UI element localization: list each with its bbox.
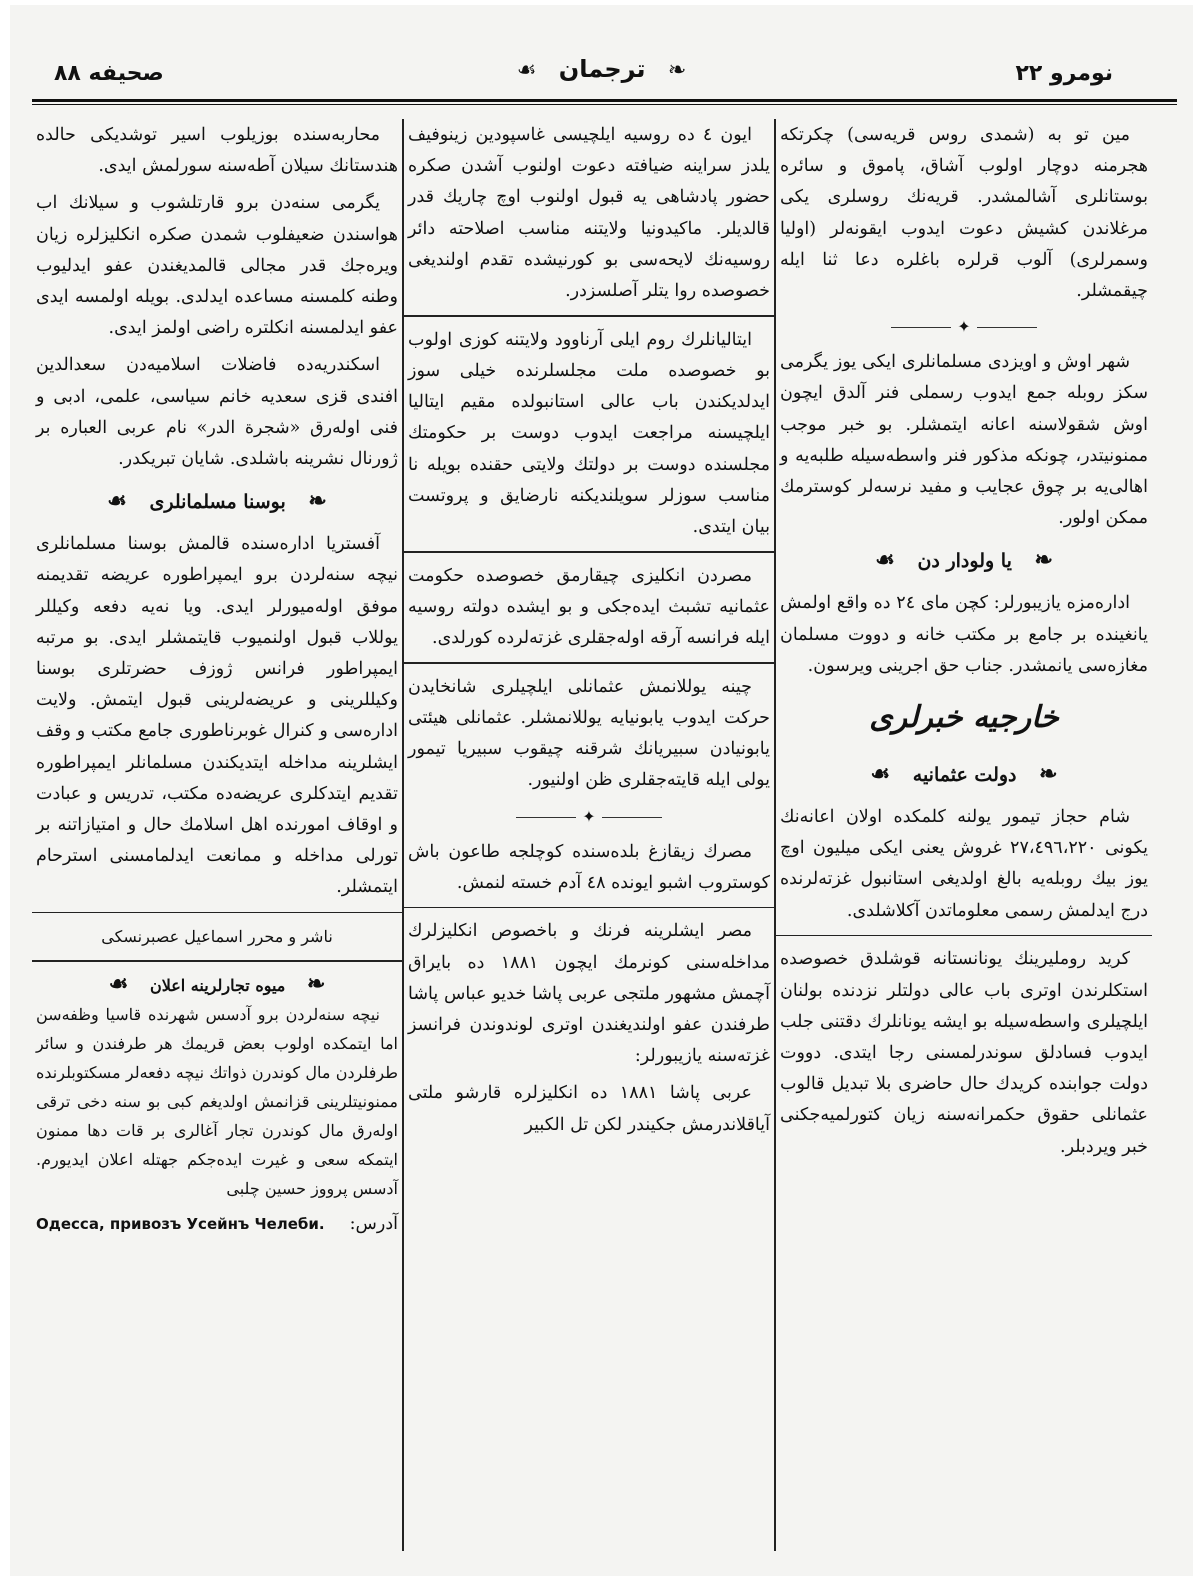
section-heading: ❧ ميوه تجارلرينه اعلان ☙ (108, 970, 326, 997)
article-paragraph: مصرك زيقازغ بلده‌سنده كوچلجه طاعون باش كوستروب اشبو ايونده ٤٨ آدم خسته لنمش. (408, 841, 770, 893)
foreign-news-heading: خارجيه خبرلرى (869, 700, 1059, 736)
article-paragraph: مصردن انكليزى چيقارمق خصوصده حكومت عثمانيه تشبث ايده‌جكى و بو ايشده دولته روسيه ايله فرانسه آرقه اوله‌جقلرى غزته‌لرده كورلدى. (408, 565, 770, 649)
right-column (780, 120, 1148, 1556)
ornament-icon: ☙ (875, 547, 895, 574)
article-divider (404, 662, 774, 664)
ornament-icon: ☙ (107, 488, 127, 515)
ornament-icon: ☙ (870, 761, 891, 788)
ornament-icon: ❧ (1039, 761, 1058, 788)
article-paragraph: عربى پاشا ١٨٨١ ده انكليزلره قارشو ملتى آياقلاندرمش جكيندر لكن تل الكبير (408, 1083, 770, 1135)
page-number: صحيفه ٨٨ (54, 61, 164, 86)
ornament-icon: ☙ (516, 58, 537, 83)
publisher-line: ناشر و محرر اسماعيل عصبرنسكى (101, 927, 333, 947)
header-rule (32, 99, 1177, 102)
issue-number: نومرو ٢٢ (1015, 61, 1113, 86)
article-paragraph: شام حجاز تيمور يولنه كلمكده اولان اعانه‌نك يكونى ٢٧،٤٩٦،٢٢٠ غروش يعنى ايكى ميليون اوچ يوز بيك روبله‌يه بالغ اولديغى استانبول غزته‌لرنده درج ايدلمش رسمى معلوماتدن آكلاشلدى. (780, 807, 1148, 921)
newspaper-page (10, 5, 1193, 1576)
article-paragraph: كريد رومليرينك يونانستانه قوشلدق خصوصده استكلرندن اوترى باب عالى دولتلر نزدنده بولنان ايلچيلرى واسطه‌سيله بو ايشه يونانلرك دقتنى جلب ايدوب فسادلق سوندرلمسنى رجا ايتدى. دووت دولت جوابنده كريدك حال حاضرى بلا تبديل قالوب عثمانلى حقوق حكمرانه‌سنه زيان كتورلميه‌جكنى خبر ويردبلر. (780, 949, 1148, 1157)
diamond-icon: ✦ (582, 806, 596, 826)
article-paragraph: محاربه‌سنده بوزيلوب اسير توشديكى حالده هندستانك سيلان آطه‌سنه سورلمش ايدى. (36, 125, 398, 177)
section-heading: ❧ دولت عثمانيه ☙ (780, 756, 1148, 792)
article-divider (776, 935, 1152, 937)
article-paragraph: اداره‌مزه يازيبورلر: كچن ماى ٢٤ ده واقع اولمش يانغينده بر جامع بر مكتب خانه و دووت مسلمان مغازه‌سى يانمشدر. جناب حق اجرينى ويرسون. (780, 593, 1148, 676)
newspaper-title-block (20, 55, 1183, 83)
article-paragraph: مصر ايشلرينه فرنك و باخصوص انكليزلرك مداخله‌سنى كونرمك ايچون ١٨٨١ ده بايراق آچمش مشهور ملتجى عربى پاشا خديو عباس پاشا طرفندن عفو اولنديغندن اوترى لوندوندن فرانسز غزته‌سنه يازيبورلر: (408, 921, 771, 1067)
article-divider (404, 551, 774, 553)
article-divider (32, 912, 402, 914)
header-rule-thin (32, 104, 1177, 105)
address-cyrillic: Одесса, привозъ Усейнъ Челеби. (36, 1214, 325, 1233)
section-separator (780, 313, 1148, 341)
section-heading: ❧ يا ولودار دن ☙ (780, 542, 1148, 578)
ornament-icon: ❧ (667, 58, 687, 83)
column-divider (774, 119, 776, 1551)
article-divider (32, 960, 402, 962)
article-paragraph: چينه يوللانمش عثمانلى ايلچيلرى شانخايدن حركت ايدوب يابونيايه يوللانمشلر. عثمانلى هيئتى يابونيادن سبيريانك شرقنه چيقوب سبيريا تيمور يولى ايله قايته‌جقلرى ظن اولنيور. (408, 676, 770, 791)
left-column (36, 120, 398, 1556)
column-divider (402, 119, 404, 1551)
article-paragraph: اسكندريه‌ده فاضلات اسلاميه‌دن سعدالدين افندى قزى سعديه خانم سياسى، علمى، ادبى و فنى اوله‌رق «شجرة الدر» نام عربى العباره بر ژورنال نشرينه باشلدى. شايان تبريكدر. (36, 355, 398, 470)
article-paragraph: آفستريا اداره‌سنده قالمش بوسنا مسلمانلرى نيچه سنه‌لردن برو ايمپراطوره عريضه تقديمنه موفق اوله‌ميورلر ايدى. ويا نه‌يه دفعه وكيللر يوللاب قبول اولنميوب قايتمشلر ايدى. بو مرتبه ايمپراطور فرانس ژوزف حضرتلرى بوسنا وكيللرينى و عريضه‌لرينى قبول ايتمش. ولايت اداره‌سى و كنرال غوبرناطورى جامع مكتب و وقف ايشلرينه مداخله ايتديكندن مسلمانلر ايمپراطوره تقديم ايتدكلرى عريضه‌ده مكتب، تدريس و عبادت و اوقاف امورنده اهل اسلامك حال و امتيازاتنه بر تورلى مداخله و ممانعت ايدلمامسنى استرحام ايتمشلر. (36, 534, 398, 898)
section-heading: ❧ بوسنا مسلمانلرى ☙ (36, 483, 398, 519)
ornament-icon: ❧ (1034, 547, 1053, 574)
page-header (20, 45, 1183, 97)
advertisement-text: نيچه سنه‌لردن برو آدسس شهرنده قاسيا وظفه‌سن اما ايتمكده اولوب بعض قريمك هر طرفندن و سائر طرفلردن مال كوندرن ذواتك نيچه دفعه‌لر مسكتوبلرنده ممنونيتلرينى قزانمش اولديغم كبى بو سنه دخى ترقى اوله‌رق مال كوندرن تجار آغالرى بر قات دها ممنون ايتمكه سعى و غيرت ايده‌جكم جهتله اعلان ايديورم. آدسس پرووز حسين چلبى (36, 1004, 398, 1198)
ornament-icon: ☙ (108, 970, 129, 997)
article-paragraph: شهر اوش و اويزدى مسلمانلرى ايكى يوز يگرمى سكز روبله جمع ايدوب رسملى فنر آلدق ايچون اوش شقولاسنه اعانه ايتمشلر. بو خبر موجب ممنونيتدر، چونكه مذكور فنر واسطه‌سيله طلبه‌يه و اهالى‌يه بر چوق عجايب و مفيد نرسه‌لر كوسترمك ممكن اولور. (780, 352, 1148, 529)
ornament-icon: ❧ (306, 970, 326, 997)
article-paragraph: يگرمى سنه‌دن برو قارتلشوب و سيلانك اب هواسندن ضعيفلوب شمدن صكره انكليزلره زيان ويره‌جك قدر مجالى قالمديغندن عفو ايدليوب وطنه كلمسنه مساعده ايدلدى. بويله اولمسه ايدى عفو ايدلمسنه انكلتره راضى اولمز ايدى. (36, 193, 398, 339)
middle-column (408, 120, 770, 1556)
address-line (36, 1209, 398, 1240)
diamond-icon: ✦ (957, 317, 971, 337)
article-divider (404, 907, 774, 909)
ornament-icon: ❧ (308, 488, 327, 515)
newspaper-title: ترجمان (558, 55, 646, 83)
article-divider (404, 315, 774, 317)
section-separator (408, 803, 770, 831)
address-label: آدرس: (349, 1213, 398, 1234)
article-paragraph: مين تو به (شمدى روس قريه‌سى) چكرتكه هجرمنه دوچار اولوب آشاق، پاموق و سائره بوستانلرى آشالمشدر. قريه‌نك روسلرى يكى مرغلاندن كشيش دعوت ايدوب ايقونه‌لر (اوليا وسمرلرى) آلوب قرلره باغلره دعا ثنا ايله چيقمشلر. (780, 125, 1148, 302)
article-paragraph: ايون ٤ ده روسيه ايلچيسى غاسپودين زينوفيف يلدز سراينه ضيافته دعوت اولنوب آشدن صكره حضور پادشاهى يه قبول اولنوب اوچ چاريك قدر قالديلر. ماكيدونيا ولايتنه مناسب اصلاحته دائر روسيه‌نك لايحه‌سى بو كورنيشده تقدم اولنديغى خصوصده روا يتلر آصلسزدر. (408, 125, 770, 302)
article-paragraph: ايتاليانلرك روم ايلى آرناوود ولايتنه كوزى اولوب بو خصوصده ملت مجلسلرنده خيلى سوز ايدلديكندن باب عالى استانبولده مقيم ايتاليا ايلچيسنه مراجعت ايدوب دوست بر حكومتك مجلسنده دوست بر دولتك ولايتى حقنده بويله نا مناسب سوزلر سويلنديكنه نارضايق و پروتست بيان ايتدى. (408, 329, 770, 537)
